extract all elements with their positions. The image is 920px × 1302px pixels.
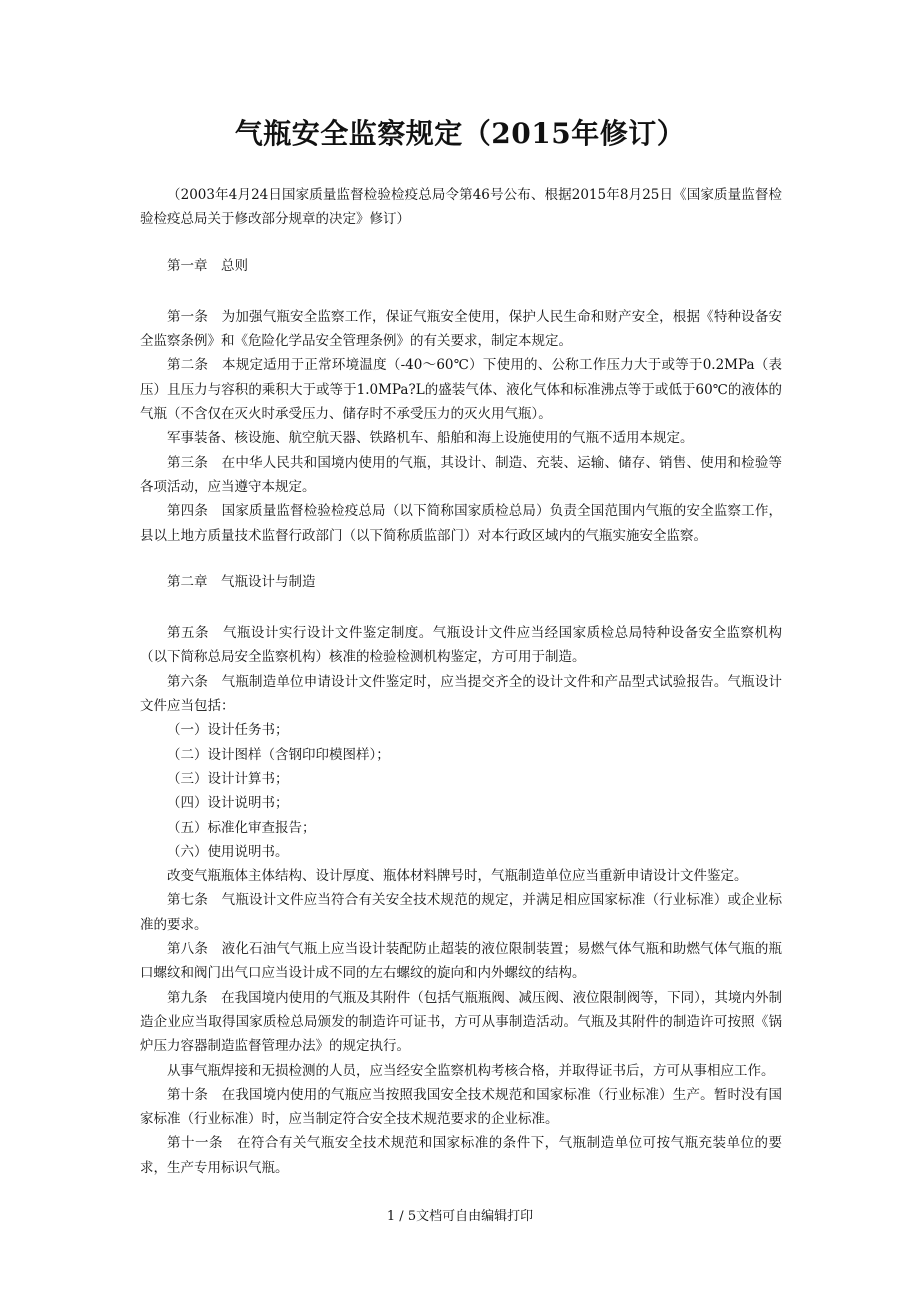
list-item: （二）设计图样（含钢印印模图样）；	[167, 746, 390, 763]
article-6-paragraph-2: 改变气瓶瓶体主体结构、设计厚度、瓶体材料牌号时，气瓶制造单位应当重新申请设计文件鉴定。	[167, 868, 748, 885]
blank-line	[140, 278, 782, 305]
article-1: 第一条 为加强气瓶安全监察工作，保证气瓶安全使用，保护人民生命和财产安全，根据《特种设备安全监察条例》和《危险化学品安全管理条例》的有关要求，制定本规定。	[140, 308, 782, 350]
blank-line	[140, 232, 782, 254]
blank-line	[140, 548, 782, 570]
page-footer: 1 / 5文档可自由编辑打印	[386, 1209, 534, 1224]
article-2-paragraph-2: 军事装备、核设施、航空航天器、铁路机车、船舶和海上设施使用的气瓶不适用本规定。	[167, 430, 694, 447]
article-8: 第八条 液化石油气气瓶上应当设计装配防止超装的液位限制装置；易燃气体气瓶和助燃气体气瓶的瓶口螺纹和阀门出气口应当设计成不同的左右螺纹的旋向和内外螺纹的结构。	[140, 941, 782, 982]
document-body	[140, 183, 782, 1180]
article-7: 第七条 气瓶设计文件应当符合有关安全技术规范的规定，并满足相应国家标准（行业标准）或企业标准的要求。	[140, 892, 782, 933]
list-item: （六）使用说明书。	[167, 843, 289, 860]
article-5: 第五条 气瓶设计实行设计文件鉴定制度。气瓶设计文件应当经国家质检总局特种设备安全监察机构（以下简称总局安全监察机构）核准的检验检测机构鉴定，方可用于制造。	[140, 625, 782, 666]
blank-line	[140, 594, 782, 621]
list-item: （四）设计说明书；	[167, 795, 289, 812]
article-6: 第六条 气瓶制造单位申请设计文件鉴定时，应当提交齐全的设计文件和产品型式试验报告。气瓶设计文件应当包括：	[140, 673, 782, 715]
list-item: （五）标准化审查报告；	[167, 819, 316, 836]
list-item: （一）设计任务书；	[167, 722, 289, 739]
document-title: 气瓶安全监察规定（2015年修订）	[234, 117, 686, 150]
preamble: （2003年4月24日国家质量监督检验检疫总局令第46号公布、根据2015年8月25日《国家质量监督检验检疫总局关于修改部分规章的决定》修订）	[140, 187, 782, 228]
article-9-paragraph-2: 从事气瓶焊接和无损检测的人员，应当经安全监察机构考核合格，并取得证书后，方可从事相应工作。	[167, 1062, 775, 1079]
chapter-heading: 第二章 气瓶设计与制造	[167, 573, 316, 590]
article-3: 第三条 在中华人民共和国境内使用的气瓶，其设计、制造、充装、运输、储存、销售、使用和检验等各项活动，应当遵守本规定。	[140, 454, 782, 495]
chapter-heading: 第一章 总则	[167, 257, 248, 274]
article-9: 第九条 在我国境内使用的气瓶及其附件（包括气瓶瓶阀、减压阀、液位限制阀等，下同），其境内外制造企业应当取得国家质检总局颁发的制造许可证书，方可从事制造活动。气瓶及其附件的制造许可按照《锅炉压力容器制造监督管理办法》的规定执行。	[140, 989, 782, 1055]
article-2: 第二条 本规定适用于正常环境温度（-40～60℃）下使用的、公称工作压力大于或等于0.2MPa（表压）且压力与容积的乘积大于或等于1.0MPa?L的盛装气体、液化气体和标准沸点等于或低于60℃的液体的气瓶（不含仅在灭火时承受压力、储存时不承受压力的灭火用气瓶）。	[140, 357, 782, 423]
article-11: 第十一条 在符合有关气瓶安全技术规范和国家标准的条件下，气瓶制造单位可按气瓶充装单位的要求，生产专用标识气瓶。	[140, 1135, 782, 1176]
list-item: （三）设计计算书；	[167, 770, 289, 787]
article-10: 第十条 在我国境内使用的气瓶应当按照我国安全技术规范和国家标准（行业标准）生产。暂时没有国家标准（行业标准）时，应当制定符合安全技术规范要求的企业标准。	[140, 1086, 782, 1128]
article-4: 第四条 国家质量监督检验检疫总局（以下简称国家质检总局）负责全国范围内气瓶的安全监察工作，县以上地方质量技术监督行政部门（以下简称质监部门）对本行政区域内的气瓶实施安全监察。	[140, 503, 782, 544]
